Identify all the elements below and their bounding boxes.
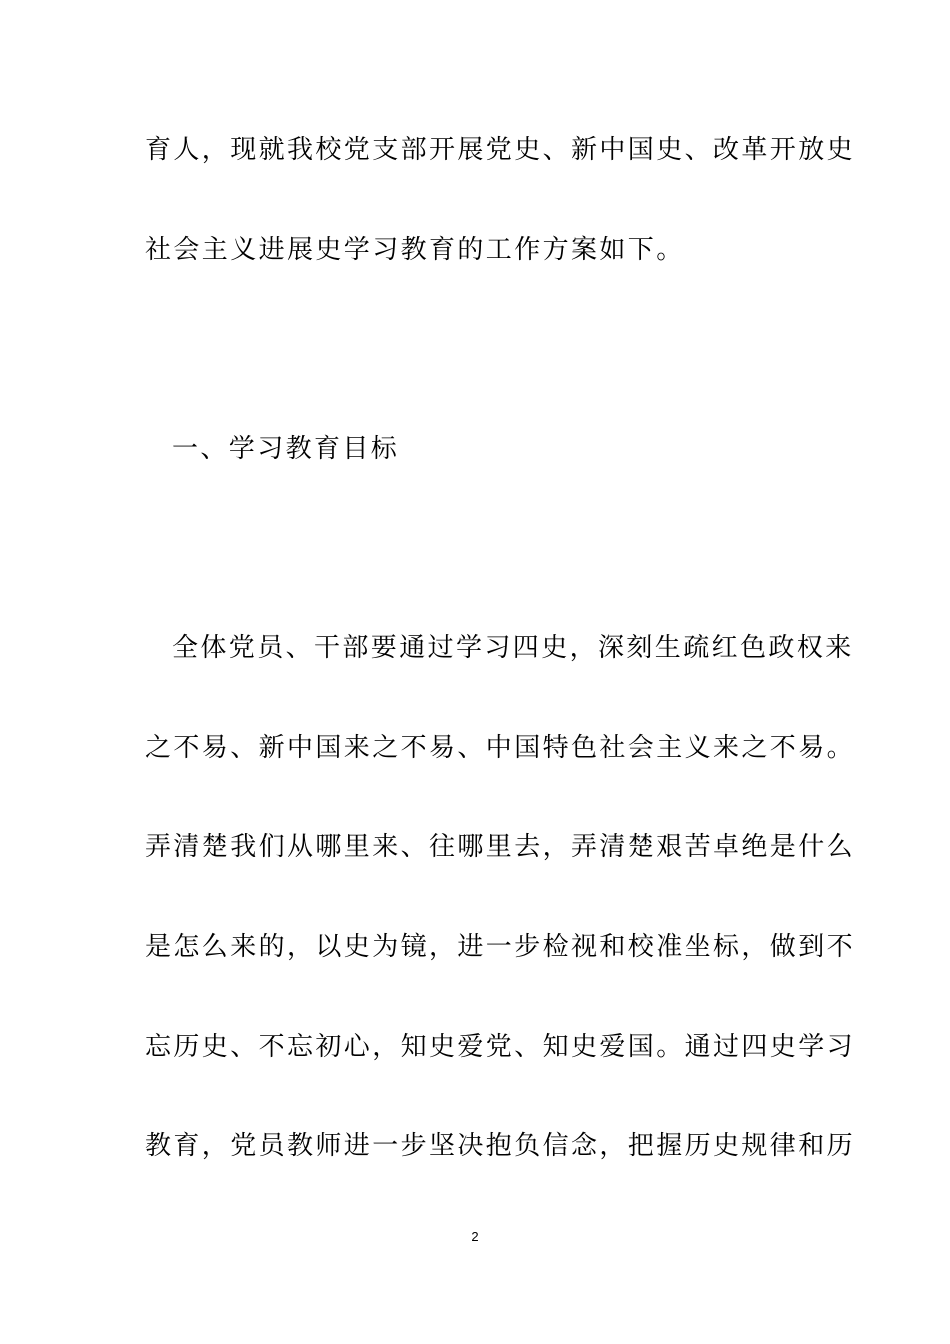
paragraph-line: 教育，党员教师进一步坚决抱负信念，把握历史规律和历 [145,1131,856,1161]
paragraph-line: 弄清楚我们从哪里来、往哪里去，弄清楚艰苦卓绝是什么 [145,832,856,862]
paragraph-line: 社会主义进展史学习教育的工作方案如下。 [145,235,685,265]
page-number: 2 [471,1229,479,1244]
paragraph-line: 之不易、新中国来之不易、中国特色社会主义来之不易。 [145,733,856,763]
section-heading: 一、学习教育目标 [172,434,400,464]
paragraph-line: 是怎么来的，以史为镜，进一步检视和校准坐标，做到不 [145,932,856,962]
paragraph-line: 全体党员、干部要通过学习四史，深刻生疏红色政权来 [172,633,854,663]
paragraph-line: 育人，现就我校党支部开展党史、新中国史、改革开放史 [145,135,856,165]
paragraph-line: 忘历史、不忘初心，知史爱党、知史爱国。通过四史学习 [145,1032,856,1062]
